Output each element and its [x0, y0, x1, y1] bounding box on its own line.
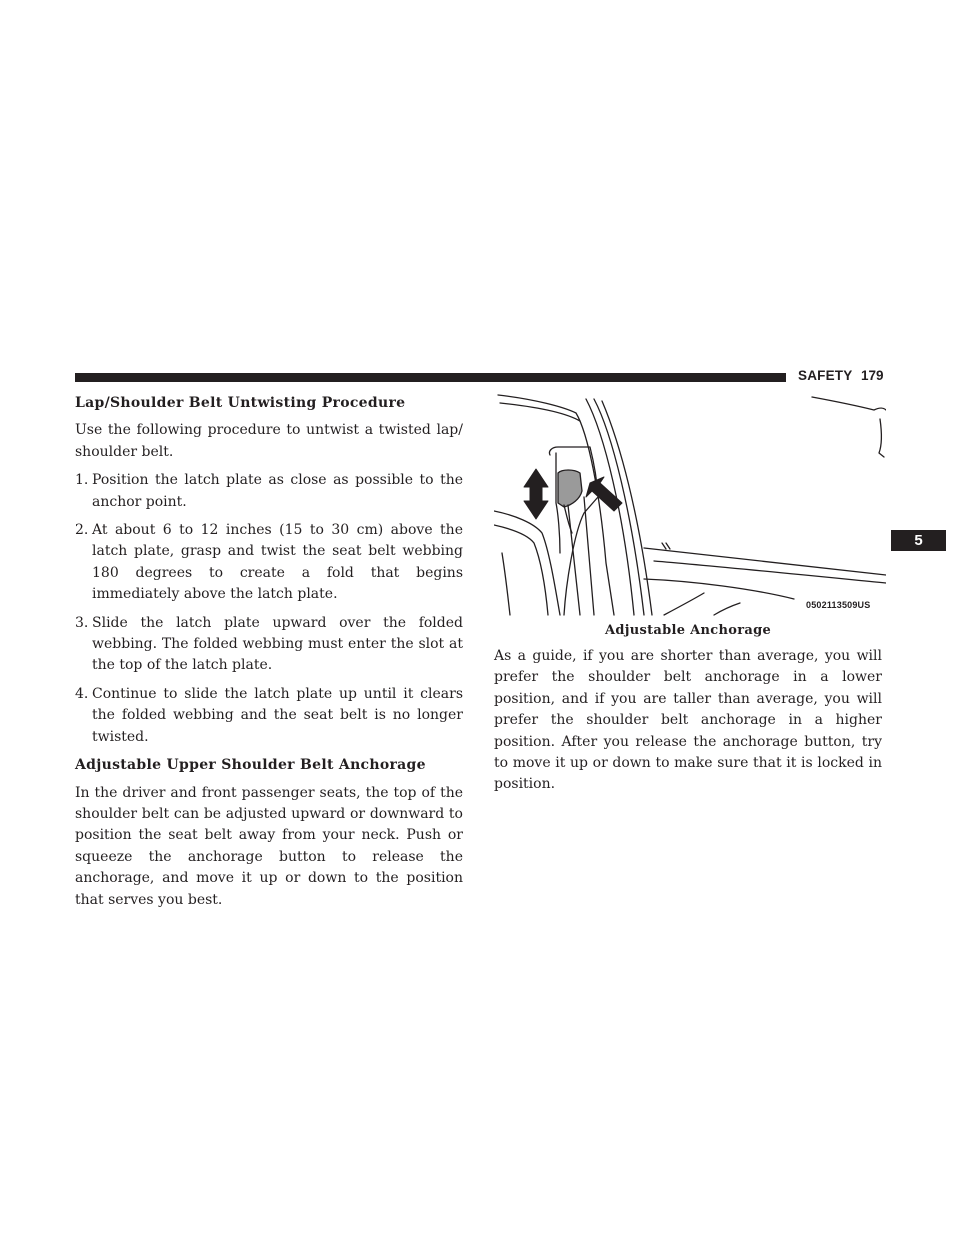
header-page-number: 179 — [861, 368, 884, 383]
step-number: 2. — [75, 522, 89, 539]
list-item — [75, 520, 463, 606]
right-column — [494, 646, 882, 803]
untwist-steps-list — [75, 470, 463, 748]
step-text: At about 6 to 12 inches (15 to 30 cm) above the latch plate, grasp and twist the seat belt webbing 180 degrees to create a fold that begins immediately above the latch plate. — [92, 522, 463, 603]
anchorage-illustration — [494, 393, 886, 620]
intro-paragraph: Use the following procedure to untwist a twisted lap/ shoulder belt. — [75, 422, 463, 460]
step-text: Slide the latch plate upward over the folded webbing. The folded webbing must enter the slot at the top of the latch plate. — [92, 614, 463, 674]
step-number: 3. — [75, 614, 89, 631]
chapter-tab-number: 5 — [914, 532, 923, 549]
header-rule — [75, 373, 786, 382]
header-section-title: SAFETY — [798, 368, 853, 383]
step-number: 4. — [75, 685, 89, 702]
list-item — [75, 684, 463, 748]
step-number: 1. — [75, 472, 89, 489]
anchorage-paragraph: In the driver and front passenger seats, the top of the shoulder belt can be adjusted upward or downward to position the seat belt away from your neck. Push or squeeze the anchorage button to release the anchorage, and move it up or down to the position that serves you best. — [75, 784, 463, 908]
figure-caption: Adjustable Anchorage — [604, 623, 772, 638]
guide-paragraph: As a guide, if you are shorter than average, you will prefer the shoulder belt anchorage in a lower position, and if you are taller than average, you will prefer the shoulder belt anchorage in a higher position. After you release the anchorage button, try to move it up or down to make sure that it is locked in position. — [494, 648, 882, 793]
chapter-tab — [891, 530, 946, 551]
heading-untwisting-procedure: Lap/Shoulder Belt Untwisting Procedure — [75, 395, 406, 411]
list-item — [75, 470, 463, 513]
step-text: Continue to slide the latch plate up until it clears the folded webbing and the seat belt is no longer twisted. — [92, 685, 463, 745]
step-text: Position the latch plate as close as possible to the anchor point. — [92, 472, 463, 510]
left-column — [75, 393, 463, 918]
figure-code: 0502113509US — [806, 600, 871, 610]
list-item — [75, 613, 463, 677]
heading-adjustable-anchorage: Adjustable Upper Shoulder Belt Anchorage — [75, 757, 426, 774]
